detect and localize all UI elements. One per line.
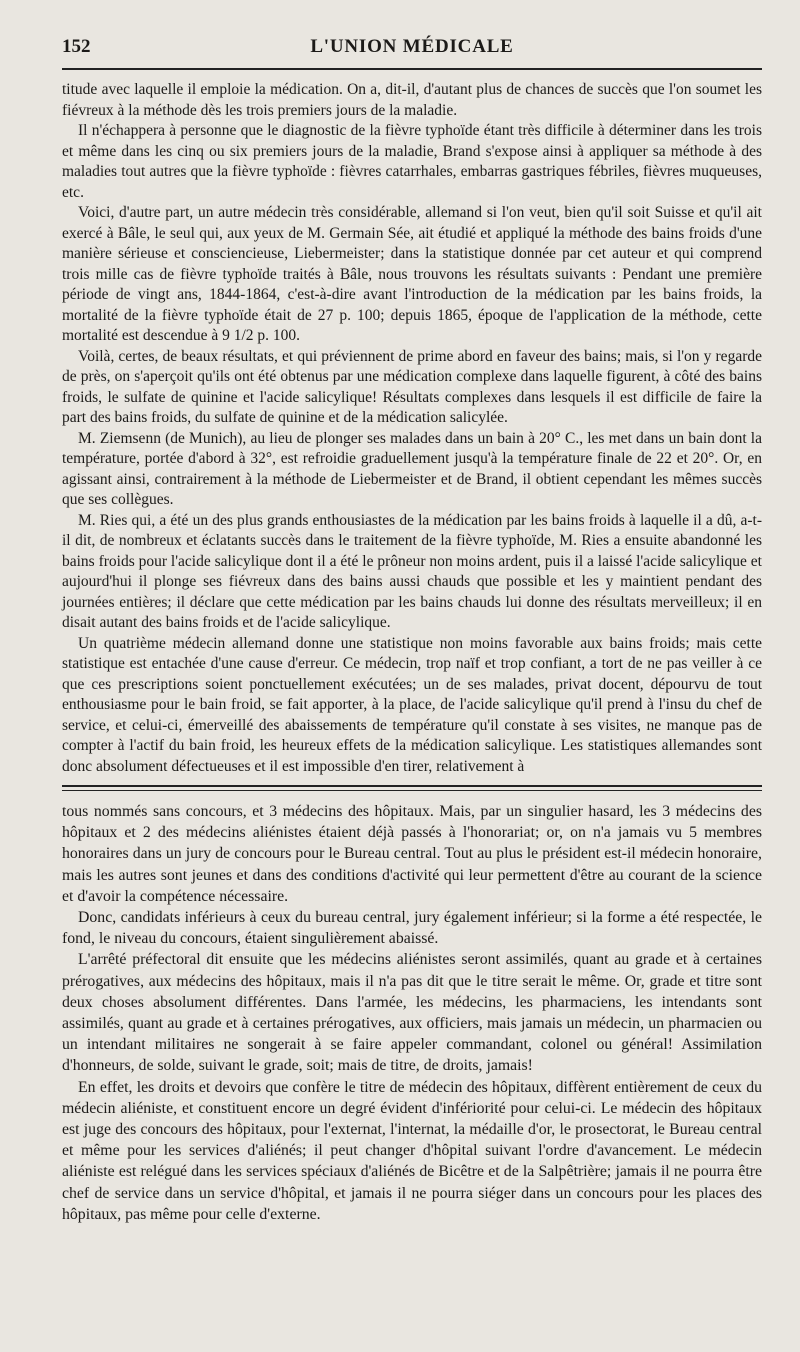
feuilleton-paragraph: Donc, candidats inférieurs à ceux du bureau central, jury également inférieur; si la forme a été respectée, le fond, le niveau du concours, étaient singulièrement abaissé. [62,909,762,948]
feuilleton-body [62,801,762,1225]
article-paragraph: Il n'échappera à personne que le diagnostic de la fièvre typhoïde étant très difficile à déterminer dans les trois et même dans les cinq ou six premiers jours de la maladie, Brand s'expose ainsi à appliquer sa méthode à des maladies tout autres que la fièvre typhoïde : fièvres catarrhales, embarras gastriques fébriles, fièvres muqueuses, etc. [62,122,762,201]
article-paragraph: titude avec laquelle il emploie la médication. On a, dit-il, d'autant plus de chances de succès que l'on soumet les fiévreux à la méthode dès les trois premiers jours de la maladie. [62,81,762,119]
feuilleton-separator [62,785,762,791]
feuilleton-paragraph: L'arrêté préfectoral dit ensuite que les médecins aliénistes seront assimilés, quant au grade et à certaines prérogatives, aux médecins des hôpitaux, mais il n'a pas dit que le titre serait le même. Or, grade et titre sont deux choses absolument différentes. Dans l'armée, les médecins, les pharmaciens, les intendants sont assimilés, quant au grade et à certaines prérogatives, aux officiers, mais jamais un médecin, un pharmacien ou un intendant militaires ne songerait à se faire appeler commandant, colonel ou général! Assimilation d'honneurs, de solde, suivant le grade, soit; mais de titre, de droits, jamais! [62,951,762,1075]
feuilleton-paragraph: tous nommés sans concours, et 3 médecins des hôpitaux. Mais, par un singulier hasard, les 3 médecins des hôpitaux et 2 des médecins aliénistes étaient déjà passés à l'honorariat; or, on n'a jamais vu 5 membres honoraires dans un jury de concours pour le Bureau central. Tout au plus le président est-il médecin honoraire, mais les autres sont jeunes et dans des conditions d'activité qui leur permettent d'être au courant de la science et d'avoir la compétence nécessaire. [62,803,762,905]
header-rule [62,68,762,70]
page-header [62,30,762,68]
article-paragraph: Un quatrième médecin allemand donne une statistique non moins favorable aux bains froids; mais cette statistique est entachée d'une cause d'erreur. Ce médecin, trop naïf et trop confiant, a tort de ne pas veiller à ce que ces prescriptions soient ponctuellement exécutées; un de ses malades, privat docent, dépourvu de tout enthousiasme pour le bain froid, se fait apporter, à la place, de l'acide salicylique qu'il prend à l'insu du chef de service, et celui-ci, émerveillé des abaissements de température qu'il constate à ses visites, ne manque pas de compter à l'actif du bain froid, les heureux effets de la médication salicylique. Les statistiques allemandes sont donc absolument défectueuses et il est impossible d'en tirer, relativement à [62,634,762,775]
article-paragraph: M. Ries qui, a été un des plus grands enthousiastes de la médication par les bains froids à laquelle il a dû, a-t-il dit, de nombreux et éclatants succès dans le traitement de la fièvre typhoïde, M. Ries a ensuite abandonné les bains froids pour l'acide salicylique dont il a été le prôneur non moins ardent, puis il a laissé l'acide salicylique et aujourd'hui il plonge ses fiévreux dans des bains aussi chauds que possible et les y maintient pendant des journées entières; il déclare que cette médication par les bains chauds lui donne des résultats merveilleux; il en disait autant des bains froids et de l'acide salicylique. [62,511,762,631]
feuilleton-paragraph: En effet, les droits et devoirs que confère le titre de médecin des hôpitaux, diffèrent entièrement de ceux du médecin aliéniste, et constituent encore un degré évident d'infériorité pour celui-ci. Le médecin des hôpitaux est juge des concours des hôpitaux, pour l'externat, l'internat, la médaille d'or, le prosectorat, le Bureau central et même pour les services d'aliénés; il peut changer d'hôpital suivant l'ordre d'avancement. Le médecin aliéniste est relégué dans les services spéciaux d'aliénés de Bicêtre et de la Salpêtrière; jamais il ne pourra être chef de service dans un service d'hôpital, et jamais il ne pourra siéger dans un concours pour les places des hôpitaux, pas même pour celle d'externe. [62,1078,762,1223]
article-paragraph: M. Ziemsenn (de Munich), au lieu de plonger ses malades dans un bain à 20° C., les met dans un bain dont la température, portée d'abord à 32°, est refroidie graduellement jusqu'à la température finale de 22 et 20°. Or, en agissant ainsi, contrairement à la méthode de Liebermeister et de Brand, il obtient cependant les mêmes succès que ses collègues. [62,429,762,508]
article-paragraph: Voilà, certes, de beaux résultats, et qui préviennent de prime abord en faveur des bains; mais, si l'on y regarde de près, on s'aperçoit qu'ils ont été obtenus par une médication complexe dans laquelle figurent, à côté des bains froids, le sulfate de quinine et l'acide salicylique! Résultats complexes dans lesquels il est difficile de faire la part des bains froids, du sulfate de quinine et de la médication salicylée. [62,347,762,426]
article-body [62,80,762,777]
article-paragraph: Voici, d'autre part, un autre médecin très considérable, allemand si l'on veut, bien qu'il soit Suisse et qu'il ait exercé à Bâle, le seul qui, aux yeux de M. Germain Sée, ait étudié et appliqué la méthode des bains froids d'une manière sérieuse et consciencieuse, Liebermeister; dans la statistique donnée par cet auteur et qui comprend trois mille cas de fièvre typhoïde traités à Bâle, nous trouvons les résultats suivants : Pendant une première période de vingt ans, 1844-1864, c'est-à-dire avant l'introduction de la médication par les bains froids, la mortalité de la fièvre typhoïde était de 27 p. 100; depuis 1865, époque de l'application de la méthode, cette mortalité est descendue à 9 1/2 p. 100. [62,204,762,344]
page-number: 152 [62,36,91,57]
running-title: L'UNION MÉDICALE [310,36,514,57]
